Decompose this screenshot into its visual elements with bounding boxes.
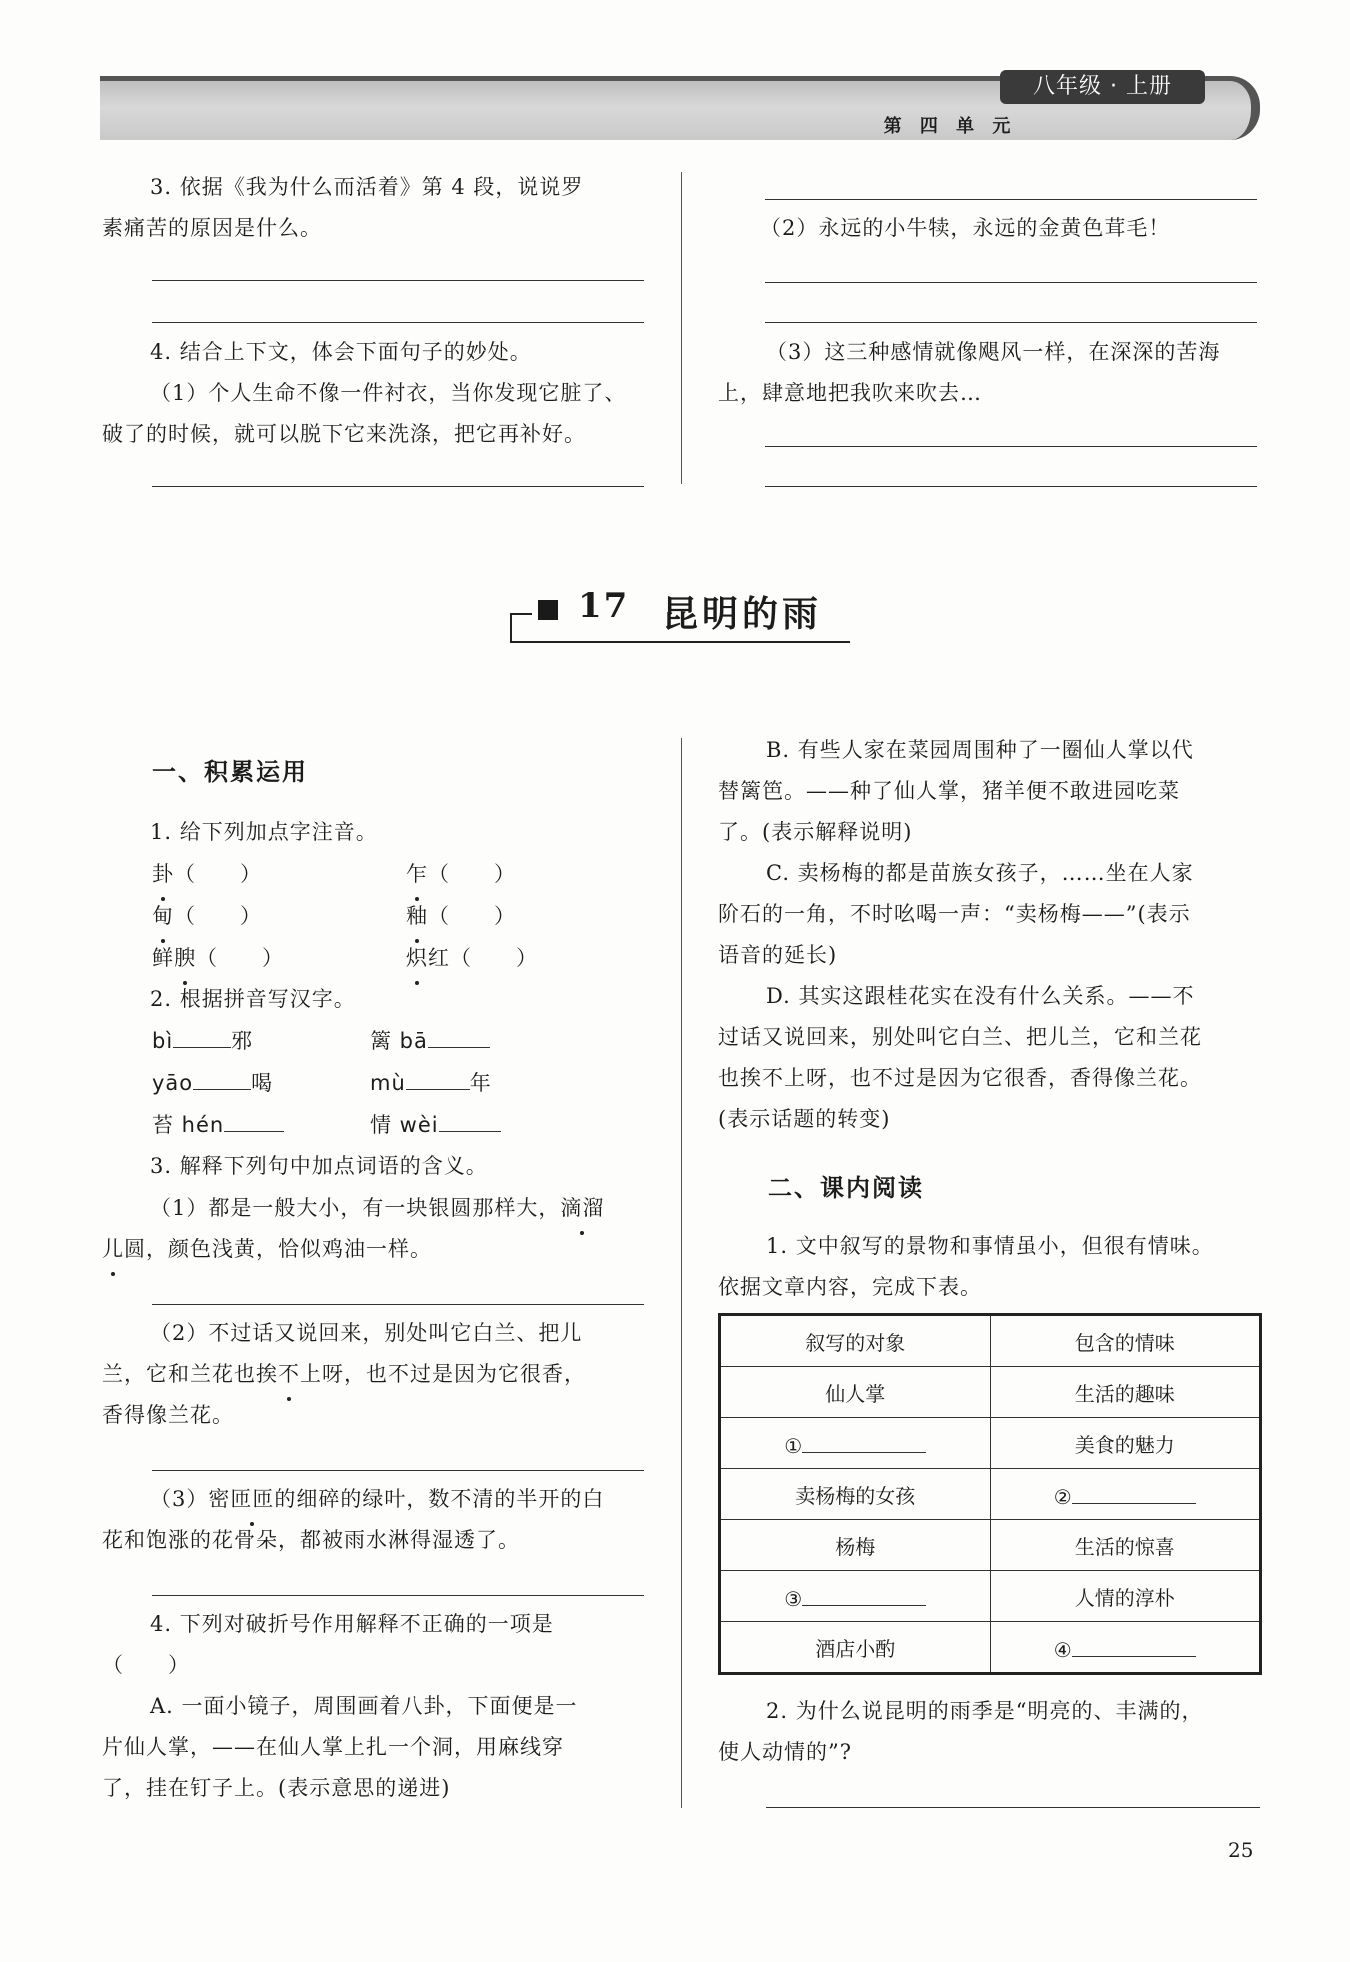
q3-2 [102,1313,662,1436]
dotted-word: 滴溜 [560,1188,604,1229]
text-run: 圆 [124,1237,146,1261]
write-blank[interactable] [406,1065,470,1090]
fill-blank[interactable] [802,1428,926,1453]
reading-q2 [718,1691,1278,1773]
top-left-q4 [102,332,660,455]
blank-paren[interactable]: （ ） [174,862,262,886]
section-heading-2: 二、课内阅读 [768,1174,924,1202]
answer-line[interactable] [766,1807,1260,1808]
option-d: D. 其实这跟桂花实在没有什么关系。——不 [766,984,1195,1008]
table-row [720,1418,1261,1469]
answer-paren[interactable]: （ ） [102,1653,190,1677]
q4-3-line1: （3）这三种感情就像飓风一样，在深深的苦海 [766,340,1221,364]
column-divider-top [681,172,682,484]
title-square-icon [538,600,558,620]
answer-line[interactable] [152,1304,644,1305]
grade-label: 八年级 · 上册 [1000,70,1205,104]
table-cell: 美食的魅力 [990,1418,1261,1469]
dotted-word: 挨不上 [256,1354,322,1395]
pinyin-item [152,896,262,937]
text-run: 呀，也不过是因为它很香， [322,1362,586,1386]
table-cell: 杨梅 [720,1520,991,1571]
table-cell: 酒店小酌 [720,1622,991,1674]
text-run: （1）都是一般大小，有一块银圆那样大， [150,1196,561,1220]
pinyin-text: 苔 hén [152,1113,225,1137]
given-char: 年 [469,1071,492,1095]
write-item [152,1063,273,1104]
text-run: 4. 下列对破折号作用解释不正确的一项是 [150,1612,554,1636]
blank-paren[interactable]: （ ） [196,946,284,970]
table-cell: 仙人掌 [720,1367,991,1418]
answer-line[interactable] [765,199,1257,200]
text-run: 使人动情的”? [718,1740,852,1764]
answer-line[interactable] [152,1470,644,1471]
option-a: A. 一面小镜子，周围画着八卦，下面便是一 [150,1694,578,1718]
pinyin-text: mù [370,1071,406,1095]
q4-2: （2）永远的小牛犊，永远的金黄色茸毛！ [760,216,1171,240]
write-blank[interactable] [193,1065,251,1090]
text-run: 依据文章内容，完成下表。 [718,1275,982,1299]
table-row [720,1469,1261,1520]
top-left-q3 [102,167,660,249]
table-row [720,1367,1261,1418]
q1-prompt: 1. 给下列加点字注音。 [150,820,378,844]
q4-3 [718,332,1266,414]
q3-prompt: 3. 解释下列句中加点词语的含义。 [150,1154,488,1178]
dotted-word: 儿 [102,1229,124,1270]
given-char: 喝 [251,1071,274,1095]
table-row [720,1520,1261,1571]
answer-line[interactable] [765,282,1257,283]
text-run: 香得像兰花。 [102,1403,234,1427]
unit-label: 第 四 单 元 [883,116,1017,137]
q3-line1: 3. 依据《我为什么而活着》第 4 段，说说罗 [150,175,584,199]
option-c: C. 卖杨梅的都是苗族女孩子，……坐在人家 [766,861,1194,885]
answer-line[interactable] [765,322,1257,323]
answer-line[interactable] [152,322,644,323]
q2-prompt: 2. 根据拼音写汉字。 [150,987,356,1011]
option-a: 片仙人掌，——在仙人掌上扎一个洞，用麻线穿 [102,1735,564,1759]
q3-1 [102,1188,662,1270]
table-cell: 人情的淳朴 [990,1571,1261,1622]
table-cell-blank[interactable] [990,1622,1261,1674]
dotted-char: 腴 [174,938,196,979]
table-header: 包含的情味 [990,1315,1261,1367]
dotted-char: 卦 [152,854,174,895]
dotted-word: 匝匝 [230,1479,274,1520]
text-run: 2. 为什么说昆明的雨季是“明亮的、丰满的， [766,1699,1204,1723]
write-blank[interactable] [173,1023,231,1048]
q4-choice [102,1604,662,1809]
option-d: 过话又说回来，别处叫它白兰、把儿兰，它和兰花 [718,1025,1202,1049]
blank-paren[interactable]: （ ） [428,862,516,886]
q3-3 [102,1479,662,1561]
pinyin-text: yāo [152,1071,194,1095]
lesson-title: 昆明的雨 [662,594,823,635]
table-row [720,1571,1261,1622]
q4-3-line2: 上，肆意地把我吹来吹去… [718,381,982,405]
pinyin-item [406,854,516,895]
blank-marker: ① [784,1434,803,1458]
fill-blank[interactable] [802,1581,926,1606]
write-item [152,1105,284,1146]
table-cell: 生活的趣味 [990,1367,1261,1418]
page-number: 25 [1228,1838,1254,1862]
plain-char: 红 [428,946,450,970]
table-cell: 卖杨梅的女孩 [720,1469,991,1520]
write-item [152,1021,253,1062]
given-char: 邪 [231,1029,254,1053]
text-run: （2）不过话又说回来，别处叫它白兰、把儿 [150,1321,583,1345]
table-row [720,1622,1261,1674]
answer-line[interactable] [765,486,1257,487]
pinyin-text: bì [152,1029,174,1053]
text-run: 花和饱涨的花骨朵，都被雨水淋得湿透了。 [102,1528,520,1552]
write-item [370,1063,492,1104]
table-header: 叙写的对象 [720,1315,991,1367]
section-heading-1: 一、积累运用 [152,758,308,786]
write-blank[interactable] [224,1107,284,1132]
dotted-char: 甸 [152,896,174,937]
pinyin-item [152,938,284,979]
table-cell-blank[interactable] [720,1418,991,1469]
plain-char: 鲜 [152,946,174,970]
write-grid [152,1021,652,1151]
option-b: 替篱笆。——种了仙人掌，猪羊便不敢进园吃菜 [718,779,1180,803]
write-blank[interactable] [439,1107,501,1132]
answer-line[interactable] [152,280,644,281]
blank-paren[interactable]: （ ） [428,904,516,928]
blank-paren[interactable]: （ ） [174,904,262,928]
text-run: 1. 文中叙写的景物和事情虽小，但很有情味。 [766,1234,1214,1258]
text-run: （3）密 [150,1487,231,1511]
write-item [370,1021,490,1062]
option-d: 也挨不上呀，也不过是因为它很香，香得像兰花。 [718,1066,1202,1090]
reading-table [718,1313,1262,1675]
answer-line[interactable] [152,1595,644,1596]
reading-q1 [718,1226,1278,1308]
dotted-char: 乍 [406,854,428,895]
table-cell-blank[interactable] [990,1469,1261,1520]
option-c: 阶石的一角，不时吆喝一声：“卖杨梅——”(表示 [718,902,1191,926]
text-run: 的细碎的绿叶，数不清的半开的白 [274,1487,605,1511]
option-b: B. 有些人家在菜园周围种了一圈仙人掌以代 [766,738,1194,762]
answer-line[interactable] [765,446,1257,447]
option-a: 了，挂在钉子上。(表示意思的递进) [102,1776,451,1800]
write-item [370,1105,501,1146]
table-cell: 生活的惊喜 [990,1520,1261,1571]
pinyin-item [152,854,262,895]
answer-line[interactable] [152,486,644,487]
pinyin-item [406,896,516,937]
blank-marker: ② [1053,1485,1072,1509]
blank-marker: ④ [1053,1638,1072,1662]
fill-blank[interactable] [1072,1479,1196,1504]
q3-line2: 素痛苦的原因是什么。 [102,216,322,240]
table-header-row [720,1315,1261,1367]
option-d: (表示话题的转变) [718,1107,891,1131]
dotted-char: 炽 [406,938,428,979]
pinyin-item [406,938,538,979]
column-divider-main [681,738,682,1808]
pinyin-text: 篱 bā [370,1029,428,1053]
text-run: ，颜色浅黄，恰似鸡油一样。 [146,1237,432,1261]
fill-blank[interactable] [1072,1632,1196,1657]
q4-1-line1: （1）个人生命不像一件衬衣，当你发现它脏了、 [150,381,627,405]
q4-line1: 4. 结合上下文，体会下面句子的妙处。 [150,340,532,364]
blank-paren[interactable]: （ ） [450,946,538,970]
text-run: 兰，它和兰花也 [102,1362,256,1386]
table-cell-blank[interactable] [720,1571,991,1622]
pinyin-grid [152,854,652,984]
q4-1-line2: 破了的时候，就可以脱下它来洗涤，把它再补好。 [102,422,586,446]
pinyin-text: 情 wèi [370,1113,439,1137]
options-bcd [718,730,1278,1140]
option-b: 了。(表示解释说明) [718,820,913,844]
option-c: 语音的延长) [718,943,838,967]
write-blank[interactable] [428,1023,490,1048]
dotted-char: 釉 [406,896,428,937]
lesson-number: 17 [578,586,630,626]
blank-marker: ③ [784,1587,803,1611]
